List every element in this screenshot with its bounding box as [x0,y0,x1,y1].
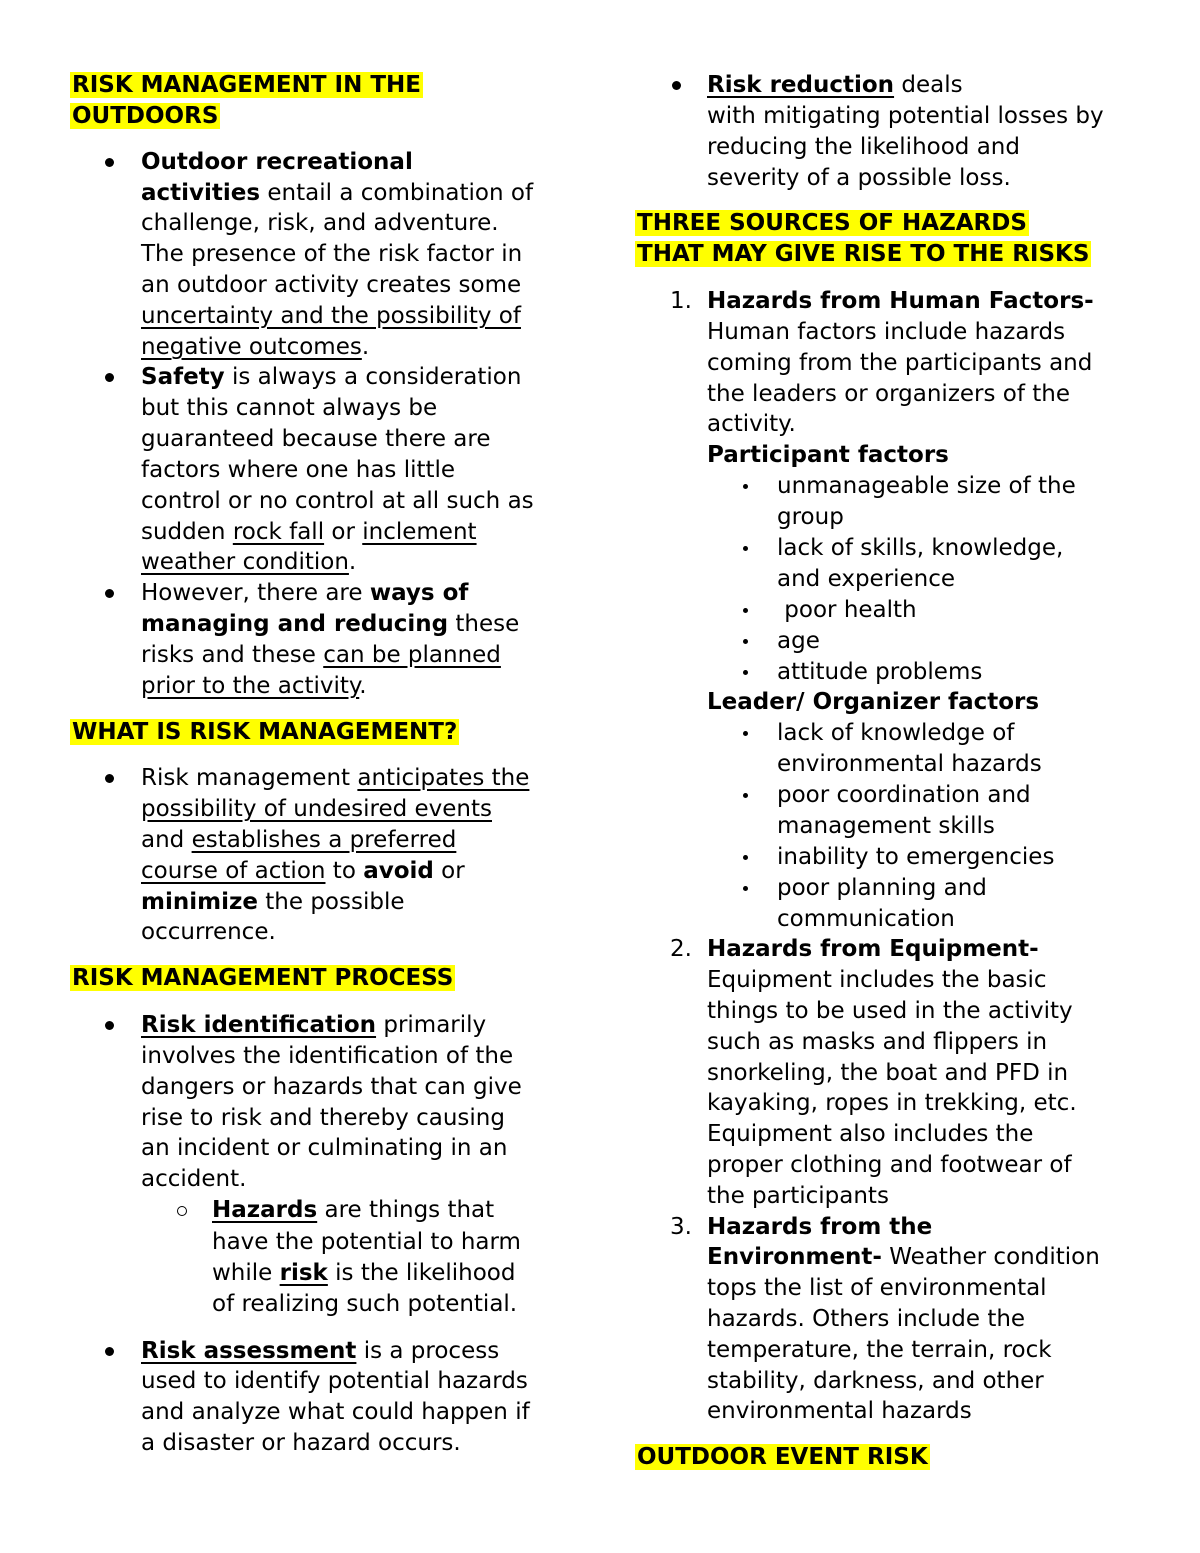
small-bullet-icon [743,546,748,551]
list-item: Hazards from Equipment- [707,936,1039,962]
bullet-icon [105,589,114,598]
small-bullet-icon [743,731,748,736]
small-bullet-icon [743,608,748,613]
list-item: Hazards are things that [212,1197,495,1223]
list-item: Risk reduction deals [707,72,963,98]
small-bullet-icon [743,886,748,891]
list-number: 2. [670,936,692,962]
small-bullet-icon [743,639,748,644]
list-item: Hazards from Human Factors- [707,288,1094,314]
list-item: Risk assessment is a process [141,1338,500,1364]
section-heading: THAT MAY GIVE RISE TO THE RISKS [637,241,1090,267]
section-heading: THREE SOURCES OF HAZARDS [637,210,1027,236]
subheading: Participant factors [707,442,949,468]
list-item: Risk identification primarily [141,1012,487,1038]
bullet-icon [105,373,114,382]
circle-bullet-icon [177,1206,187,1216]
small-bullet-icon [743,793,748,798]
list-number: 3. [670,1214,692,1240]
list-item: Hazards from the [707,1214,933,1240]
small-bullet-icon [743,484,748,489]
list-item: Risk management anticipates the [141,765,530,791]
small-bullet-icon [743,855,748,860]
section-heading: OUTDOORS [72,103,219,129]
bullet-icon [105,1021,114,1030]
list-item: Outdoor recreational [141,149,413,175]
bullet-icon [105,158,114,167]
bullet-icon [672,81,681,90]
bullet-icon [105,1347,114,1356]
list-item: Safety is always a consideration [141,364,522,390]
list-number: 1. [670,288,692,314]
subheading: Leader/ Organizer factors [707,689,1040,715]
small-bullet-icon [743,670,748,675]
section-heading: RISK MANAGEMENT PROCESS [72,965,454,991]
list-item: However, there are ways of [141,580,469,606]
bullet-icon [105,774,114,783]
section-heading: OUTDOOR EVENT RISK [637,1444,928,1470]
section-heading: WHAT IS RISK MANAGEMENT? [72,719,458,745]
section-heading: RISK MANAGEMENT IN THE [72,72,421,98]
